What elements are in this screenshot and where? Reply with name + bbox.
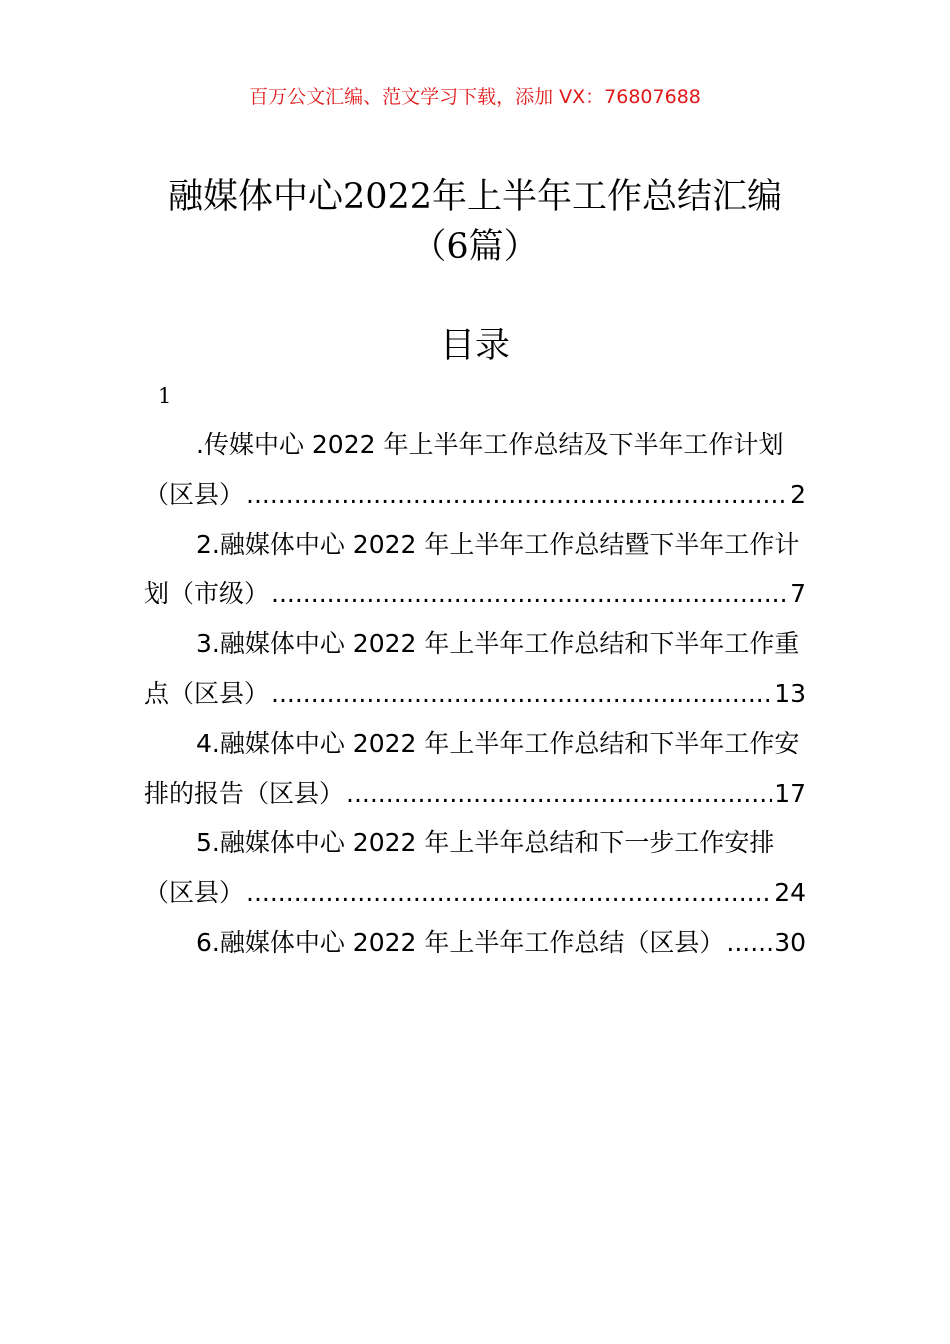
title-count: 6	[446, 227, 469, 267]
toc-entry-1[interactable]	[144, 420, 806, 520]
toc-entry-line1: 5.融媒体中心 2022 年上半年总结和下一步工作安排	[196, 828, 775, 858]
dot-leader	[271, 569, 788, 619]
toc-heading: 目录	[439, 326, 510, 366]
title-part2: 年上半年工作总结汇编	[432, 177, 783, 217]
toc-page-number: 13	[774, 678, 806, 708]
stray-number: 1	[158, 384, 172, 408]
title-open-paren: （	[411, 227, 447, 267]
title-close: 篇）	[468, 227, 539, 267]
toc-entry-6[interactable]	[144, 918, 806, 968]
toc-page-number: 7	[790, 579, 806, 609]
toc-entry-2[interactable]	[144, 520, 806, 620]
toc-entry-5[interactable]	[144, 818, 806, 918]
toc-entry-4[interactable]	[144, 719, 806, 819]
toc-entry-line2: （区县） ..... 24	[144, 868, 806, 918]
toc-page-number: 17	[774, 778, 806, 808]
dot-leader	[726, 918, 772, 968]
dot-leader	[246, 868, 772, 918]
toc-entry-line1: 4.融媒体中心 2022 年上半年工作总结和下半年工作安	[196, 728, 800, 758]
dot-leader	[246, 470, 788, 520]
toc-entry-line2: 点（区县） ..... 13	[144, 669, 806, 719]
toc-entry-3[interactable]	[144, 619, 806, 719]
title-part1: 融媒体中心	[167, 177, 343, 217]
toc-page-number: 30	[774, 927, 806, 957]
document-title	[100, 172, 850, 272]
toc-entry-line1: 3.融媒体中心 2022 年上半年工作总结和下半年工作重	[196, 629, 800, 659]
dot-leader	[346, 769, 772, 819]
toc-entry-line2: 划（市级） ..... 7	[144, 569, 806, 619]
header-note: 百万公文汇编、范文学习下载，添加 VX：76807688	[249, 86, 701, 108]
toc-page-number: 24	[774, 878, 806, 908]
toc-entry-line2: 排的报告（区县） ..... 17	[144, 769, 806, 819]
toc-page-number: 2	[790, 479, 806, 509]
table-of-contents	[144, 420, 806, 968]
toc-entry-line1: 6.融媒体中心 2022 年上半年工作总结（区县） ..... 30	[144, 918, 806, 968]
toc-entry-line2: （区县） ..... 2	[144, 470, 806, 520]
title-year: 2022	[342, 177, 433, 217]
dot-leader	[271, 669, 772, 719]
toc-entry-line1: 2.融媒体中心 2022 年上半年工作总结暨下半年工作计	[196, 529, 800, 559]
toc-entry-line1: .传媒中心 2022 年上半年工作总结及下半年工作计划	[196, 430, 784, 459]
